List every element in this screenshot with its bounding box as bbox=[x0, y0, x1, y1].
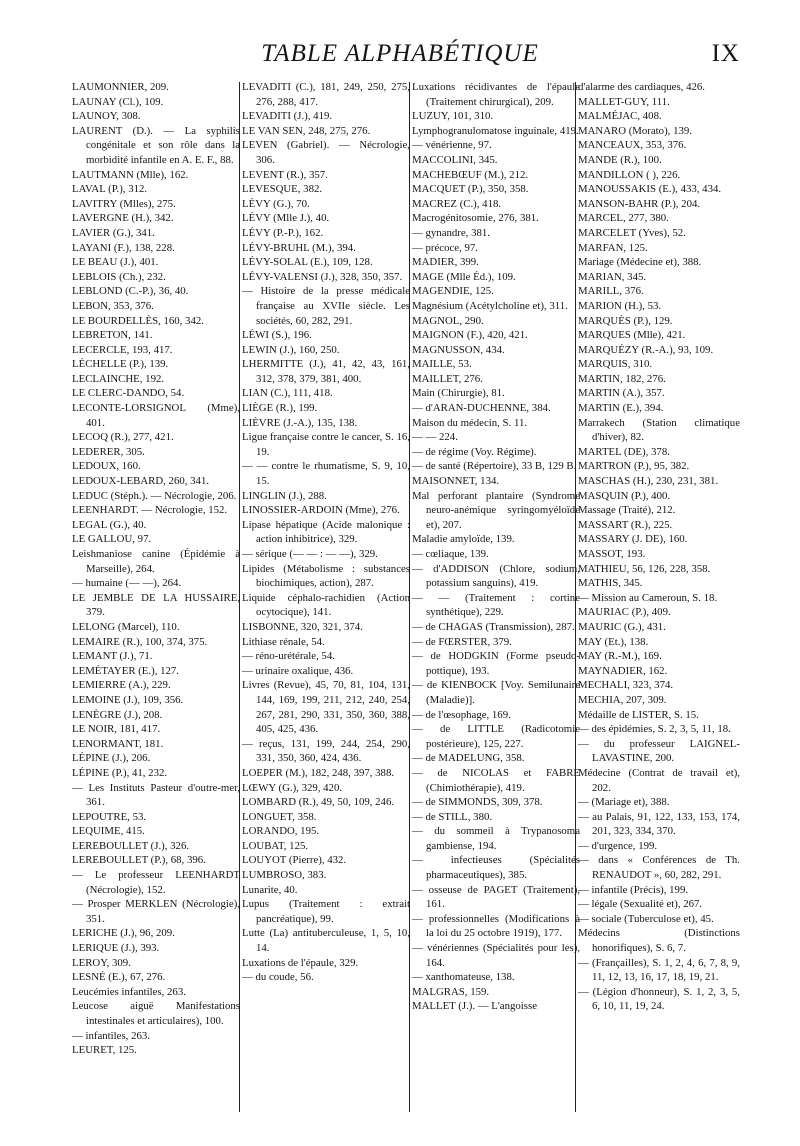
index-entry: — Mission au Cameroun, S. 18. bbox=[578, 591, 718, 604]
index-entry: — urinaire oxalique, 436. bbox=[242, 664, 354, 677]
index-entry: Lymphogranulomatose inguinale, 419. bbox=[412, 124, 579, 137]
index-entry: — du coude, 56. bbox=[242, 971, 314, 984]
page-header bbox=[60, 40, 740, 74]
index-entry: LÉPINE (J.), 206. bbox=[72, 752, 151, 765]
index-entry: — au Palais, 91, 122, 133, 153, 174, 201, 323, 334, 370. bbox=[578, 810, 740, 838]
index-entry: — professionnelles (Modifications à la loi du 25 octobre 1919), 177. bbox=[412, 912, 580, 940]
column-divider bbox=[575, 82, 576, 1112]
index-entry: LÉCHELLE (P.), 139. bbox=[72, 358, 169, 371]
index-entry: LAUTMANN (Mlle), 162. bbox=[72, 168, 189, 181]
index-entry: LEDOUX, 160. bbox=[72, 460, 141, 473]
index-entry: — — contre le rhumatisme, S. 9, 10, 15. bbox=[242, 460, 410, 488]
index-entry: LEVESQUE, 382. bbox=[242, 183, 323, 196]
index-entry: — dans « Conférences de Th. RENAUDOT », 60, 282, 291. bbox=[578, 854, 740, 882]
index-entry: MARCEL, 277, 380. bbox=[578, 212, 669, 225]
index-entry: MASCHAS (H.), 230, 231, 381. bbox=[578, 475, 719, 488]
index-entry: LAVITRY (Mlles), 275. bbox=[72, 197, 176, 210]
index-entry: — de SIMMONDS, 309, 378. bbox=[412, 796, 543, 809]
index-entry: LÉVY-VALENSI (J.), 328, 350, 357. bbox=[242, 270, 403, 283]
index-entry: — de STILL, 380. bbox=[412, 810, 493, 823]
index-entry: MALLET (J.). — L'angoisse bbox=[412, 1000, 537, 1013]
index-entry: MANDE (R.), 100. bbox=[578, 153, 662, 166]
index-entry: Massage (Traité), 212. bbox=[578, 504, 676, 517]
index-entry: MAILLE, 53. bbox=[412, 358, 472, 371]
index-entry: — d'urgence, 199. bbox=[578, 839, 658, 852]
index-entry: MACQUET (P.), 350, 358. bbox=[412, 183, 529, 196]
index-entry: MATHIS, 345. bbox=[578, 577, 643, 590]
index-entry: LEPOUTRE, 53. bbox=[72, 810, 147, 823]
index-entry: — de l'œsophage, 169. bbox=[412, 708, 511, 721]
index-entry: LOUYOT (Pierre), 432. bbox=[242, 854, 347, 867]
index-entry: MALLET-GUY, 111. bbox=[578, 95, 670, 108]
index-entry: MATHIEU, 56, 126, 228, 358. bbox=[578, 562, 711, 575]
index-entry: MASSART (R.), 225. bbox=[578, 518, 673, 531]
index-entry: LEMANT (J.), 71. bbox=[72, 650, 153, 663]
index-entry: Médecins (Distinctions honorifiques), S. 6, 7. bbox=[578, 927, 740, 955]
index-entry: LEREBOULLET (P.), 68, 396. bbox=[72, 854, 206, 867]
index-entry: — de LITTLE (Radicotomie postérieure), 125, 227. bbox=[412, 723, 580, 750]
index-entry: — infectieuses (Spécialités pharmaceutiques), 385. bbox=[412, 854, 580, 882]
index-entry: LIÈGE (R.), 199. bbox=[242, 402, 318, 415]
column-divider bbox=[409, 82, 410, 1112]
index-entry: LÉVY (G.), 70. bbox=[242, 197, 310, 210]
index-entry: LE CLERC-DANDO, 54. bbox=[72, 387, 185, 400]
index-column-3 bbox=[412, 80, 580, 1014]
index-entry: Lutte (La) antituberculeuse, 1, 5, 10, 14. bbox=[242, 927, 410, 955]
index-entry: LEMOINE (J.), 109, 356. bbox=[72, 693, 184, 706]
index-entry: d'alarme des cardiaques, 426. bbox=[578, 81, 705, 93]
index-entry: LORANDO, 195. bbox=[242, 825, 320, 838]
index-entry: MAGE (Mlle Éd.), 109. bbox=[412, 270, 516, 283]
index-entry: MAURIC (G.), 431. bbox=[578, 620, 666, 633]
index-entry: MACCOLINI, 345. bbox=[412, 153, 498, 166]
index-entry: LE BEAU (J.), 401. bbox=[72, 256, 159, 269]
index-entry: Liquide céphalo-rachidien (Action ocytocique), 141. bbox=[242, 591, 410, 619]
index-entry: — sérique (— — : — —), 329. bbox=[242, 548, 378, 560]
index-entry: LÉPINE (P.), 41, 232. bbox=[72, 766, 168, 779]
index-entry: — précoce, 97. bbox=[412, 241, 478, 254]
index-entry: LÉVY-SOLAL (E.), 109, 128. bbox=[242, 256, 373, 269]
index-entry: LISBONNE, 320, 321, 374. bbox=[242, 620, 363, 633]
index-entry: MAIGNON (F.), 420, 421. bbox=[412, 329, 528, 342]
index-entry: Ligue française contre le cancer, S. 16, 19. bbox=[242, 431, 410, 458]
index-entry: MALGRAS, 159. bbox=[412, 985, 490, 998]
index-entry: Macrogénitosomie, 276, 381. bbox=[412, 212, 539, 225]
index-entry: LIAN (C.), 111, 418. bbox=[242, 387, 333, 400]
index-entry: — infantiles, 263. bbox=[72, 1029, 150, 1042]
index-entry: LEGAL (G.), 40. bbox=[72, 518, 147, 531]
index-entry: LHERMITTE (J.), 41, 42, 43, 161, 312, 378, 379, 381, 400. bbox=[242, 358, 410, 385]
index-entry: LERICHE (J.), 96, 209. bbox=[72, 927, 175, 940]
index-entry: LE GALLOU, 97. bbox=[72, 533, 152, 546]
index-entry: — de NICOLAS et FABRE (Chimiothérapie), 419. bbox=[412, 766, 580, 794]
index-entry: Lipase hépatique (Acide malonique : action inhibitrice), 329. bbox=[242, 518, 410, 546]
index-entry: LIÈVRE (J.-A.), 135, 138. bbox=[242, 416, 358, 429]
index-entry: Livres (Revue), 45, 70, 81, 104, 131, 144, 169, 199, 211, 212, 240, 254, 267, 281, 290, 331, 350, 360, 388, 405, 425, 436. bbox=[242, 679, 410, 736]
index-entry: LEQUIME, 415. bbox=[72, 825, 145, 838]
index-entry: LENÈGRE (J.), 208. bbox=[72, 708, 163, 721]
index-entry: Lupus (Traitement : extrait pancréatique), 99. bbox=[242, 898, 410, 925]
index-entry: MAY (Et.), 138. bbox=[578, 635, 649, 648]
index-entry: — xanthomateuse, 138. bbox=[412, 971, 515, 984]
index-entry: MAURIAC (P.), 409. bbox=[578, 606, 671, 619]
index-entry: MARION (H.), 53. bbox=[578, 299, 662, 312]
index-entry: Leucose aiguë Manifestations intestinales et articulaires), 100. bbox=[72, 1000, 240, 1027]
index-entry: LAUNAY (Cl.), 109. bbox=[72, 95, 164, 108]
index-entry: — — 224. bbox=[412, 431, 458, 444]
index-entry: LEROY, 309. bbox=[72, 956, 131, 969]
index-entry: — de FŒRSTER, 379. bbox=[412, 635, 512, 648]
index-entry: — légale (Sexualité et), 267. bbox=[578, 898, 703, 911]
index-entry: MANOUSSAKIS (E.), 433, 434. bbox=[578, 183, 722, 196]
index-entry: Mariage (Médecine et), 388. bbox=[578, 256, 702, 269]
index-entry: LÉVY-BRUHL (M.), 394. bbox=[242, 241, 356, 254]
index-entry: LEVADITI (J.), 419. bbox=[242, 110, 333, 123]
index-entry: MARTIN (A.), 357. bbox=[578, 387, 665, 400]
index-entry: — du professeur LAIGNEL-LAVASTINE, 200. bbox=[578, 737, 740, 765]
index-entry: MECHALI, 323, 374. bbox=[578, 679, 674, 692]
index-entry: LOEPER (M.), 182, 248, 397, 388. bbox=[242, 766, 395, 779]
index-entry: LE BOURDELLÈS, 160, 342. bbox=[72, 314, 204, 327]
index-entry: LAYANI (F.), 138, 228. bbox=[72, 241, 175, 254]
index-entry: LEDUC (Stéph.). — Nécrologie, 206. bbox=[72, 489, 237, 502]
index-entry: MALMÉJAC, 408. bbox=[578, 110, 662, 123]
index-entry: — de santé (Répertoire), 33 B, 129 B. bbox=[412, 460, 577, 473]
index-entry: LEBLOIS (Ch.), 232. bbox=[72, 270, 166, 283]
index-entry: MARILL, 376. bbox=[578, 285, 644, 298]
index-entry: LAUMONNIER, 209. bbox=[72, 81, 169, 93]
index-entry: LEURET, 125. bbox=[72, 1044, 137, 1057]
index-entry: MAISONNET, 134. bbox=[412, 475, 500, 488]
index-entry: MARCELET (Yves), 52. bbox=[578, 226, 686, 239]
index-entry: LEENHARDT. — Nécrologie, 152. bbox=[72, 504, 228, 517]
index-entry: LECLAINCHE, 192. bbox=[72, 372, 165, 385]
index-entry: LEBLOND (C.-P.), 36, 40. bbox=[72, 285, 189, 298]
index-entry: LECERCLE, 193, 417. bbox=[72, 343, 173, 356]
index-entry: LELONG (Marcel), 110. bbox=[72, 620, 180, 633]
index-entry: LE JEMBLE DE LA HUSSAIRE, 379. bbox=[72, 591, 240, 619]
index-entry: LEDERER, 305. bbox=[72, 445, 145, 458]
index-entry: LE NOIR, 181, 417. bbox=[72, 723, 161, 736]
index-entry: MAY (R.-M.), 169. bbox=[578, 650, 662, 663]
index-entry: MECHIA, 207, 309. bbox=[578, 693, 667, 706]
index-entry: — (Mariage et), 388. bbox=[578, 796, 670, 809]
index-entry: LEVENT (R.), 357. bbox=[242, 168, 328, 181]
index-entry: LŒWY (G.), 329, 420. bbox=[242, 781, 343, 794]
index-entry: Médaille de LISTER, S. 15. bbox=[578, 708, 699, 721]
index-entry: MARQUIS, 310. bbox=[578, 358, 653, 371]
index-entry: LEBRETON, 141. bbox=[72, 329, 153, 342]
index-entry: MAGENDIE, 125. bbox=[412, 285, 494, 298]
index-entry: LAVAL (P.), 312. bbox=[72, 183, 148, 196]
index-entry: MANARO (Morato), 139. bbox=[578, 124, 692, 137]
index-entry: — Le professeur LEENHARDT (Nécrologie), 152. bbox=[72, 869, 240, 896]
index-entry: LEBON, 353, 376. bbox=[72, 299, 154, 312]
column-divider bbox=[239, 82, 240, 1112]
index-entry: MASQUIN (P.), 400. bbox=[578, 489, 671, 502]
index-entry: LINOSSIER-ARDOIN (Mme), 276. bbox=[242, 504, 400, 517]
index-entry: Médecine (Contrat de travail et), 202. bbox=[578, 766, 740, 794]
index-entry: Maison du médecin, S. 11. bbox=[412, 416, 528, 429]
index-entry: MARQUÈS (P.), 129. bbox=[578, 314, 673, 327]
index-entry: MAYNADIER, 162. bbox=[578, 664, 668, 677]
index-entry: LEREBOULLET (J.), 326. bbox=[72, 839, 190, 852]
index-entry: — des épidémies, S. 2, 3, 5, 11, 18. bbox=[578, 723, 731, 736]
index-columns bbox=[72, 80, 740, 1120]
page-title: TABLE ALPHABÉTIQUE bbox=[261, 40, 539, 67]
index-entry: LECOQ (R.), 277, 421. bbox=[72, 431, 174, 444]
index-entry: MARIAN, 345. bbox=[578, 270, 647, 283]
index-entry: LÉVY (Mlle J.), 40. bbox=[242, 212, 330, 225]
index-entry: LÉWI (S.), 196. bbox=[242, 329, 312, 342]
index-entry: Maladie amyloïde, 139. bbox=[412, 533, 515, 546]
index-entry: LECONTE-LORSIGNOL (Mme), 401. bbox=[72, 402, 240, 429]
index-entry: — réno-urétérale, 54. bbox=[242, 650, 335, 663]
index-entry: — de régime (Voy. Régime). bbox=[412, 445, 537, 458]
index-entry: LEMÉTAYER (E.), 127. bbox=[72, 664, 179, 677]
index-entry: LINGLIN (J.), 288. bbox=[242, 489, 327, 502]
index-entry: — vénérienne, 97. bbox=[412, 139, 492, 152]
index-entry: — — (Traitement : cortine synthétique), 229. bbox=[412, 591, 580, 619]
index-entry: Lipides (Métabolisme : substances biochimiques, action), 287. bbox=[242, 562, 410, 590]
index-entry: — osseuse de PAGET (Traitement), 161. bbox=[412, 883, 580, 911]
page-number: IX bbox=[711, 40, 740, 67]
index-entry: — cœliaque, 139. bbox=[412, 548, 489, 560]
index-entry: MARFAN, 125. bbox=[578, 241, 648, 254]
index-entry: — de CHAGAS (Transmission), 287. bbox=[412, 620, 575, 633]
index-entry: MASSOT, 193. bbox=[578, 548, 646, 560]
index-entry: LEWIN (J.), 160, 250. bbox=[242, 343, 340, 356]
index-entry: Mal perforant plantaire (Syndrome neuro-anémique syringomyéloïde et), 207. bbox=[412, 489, 580, 531]
index-entry: LAVIER (G.), 341. bbox=[72, 226, 155, 239]
index-entry: MAGNOL, 290. bbox=[412, 314, 484, 327]
index-entry: Lithiase rénale, 54. bbox=[242, 635, 325, 648]
index-entry: LEDOUX-LEBARD, 260, 341. bbox=[72, 475, 210, 488]
index-entry: — humaine (— —), 264. bbox=[72, 577, 182, 590]
index-entry: LEMAIRE (R.), 100, 374, 375. bbox=[72, 635, 208, 648]
index-entry: LUZUY, 101, 310. bbox=[412, 110, 494, 123]
index-entry: — Prosper MERKLEN (Nécrologie), 351. bbox=[72, 898, 240, 925]
index-entry: Marrakech (Station climatique d'hiver), 82. bbox=[578, 416, 740, 444]
index-entry: — gynandre, 381. bbox=[412, 226, 490, 239]
index-entry: MANSON-BAHR (P.), 204. bbox=[578, 197, 701, 210]
index-entry: MARTEL (DE), 378. bbox=[578, 445, 670, 458]
index-entry: Luxations de l'épaule, 329. bbox=[242, 956, 359, 969]
index-entry: MAILLET, 276. bbox=[412, 372, 483, 385]
index-entry: — reçus, 131, 199, 244, 254, 290, 331, 350, 360, 424, 436. bbox=[242, 737, 410, 765]
index-entry: LOMBARD (R.), 49, 50, 109, 246. bbox=[242, 796, 395, 809]
index-column-2 bbox=[242, 80, 410, 985]
index-entry: MARTRON (P.), 95, 382. bbox=[578, 460, 690, 473]
index-column-1 bbox=[72, 80, 240, 1058]
index-entry: MARTIN, 182, 276. bbox=[578, 372, 666, 385]
index-entry: — d'ADDISON (Chlore, sodium, potassium sanguins), 419. bbox=[412, 562, 580, 590]
index-entry: — de KIENBOCK [Voy. Semilunaire (Maladie)]. bbox=[412, 679, 580, 706]
index-entry: LUMBROSO, 383. bbox=[242, 869, 327, 882]
index-entry: — Histoire de la presse médicale française au XVIIe siècle. Les sociétés, 60, 282, 291. bbox=[242, 285, 410, 327]
index-entry: Leucémies infantiles, 263. bbox=[72, 985, 186, 998]
index-entry: — Les Instituts Pasteur d'outre-mer, 361. bbox=[72, 781, 240, 809]
index-entry: LERIQUE (J.), 393. bbox=[72, 942, 160, 955]
index-entry: LONGUET, 358. bbox=[242, 810, 317, 823]
index-entry: MASSARY (J. DE), 160. bbox=[578, 533, 688, 546]
index-entry: — de MADELUNG, 358. bbox=[412, 752, 525, 765]
index-entry: — (Françailles), S. 1, 2, 4, 6, 7, 8, 9, 11, 12, 13, 16, 17, 18, 19, 21. bbox=[578, 956, 740, 984]
index-entry: — de HODGKIN (Forme pseudo-pottique), 193. bbox=[412, 650, 580, 677]
index-entry: LAUNOY, 308. bbox=[72, 110, 141, 123]
index-entry: — du sommeil à Trypanosoma gambiense, 194. bbox=[412, 825, 580, 852]
index-entry: MANDILLON ( ), 226. bbox=[578, 168, 681, 181]
index-entry: LEMIERRE (A.), 229. bbox=[72, 679, 171, 692]
index-entry: Luxations récidivantes de l'épaule (Traitement chirurgical), 209. bbox=[412, 81, 580, 108]
index-entry: — sociale (Tuberculose et), 45. bbox=[578, 912, 714, 925]
index-entry: Magnésium (Acétylcholine et), 311. bbox=[412, 299, 568, 312]
index-entry: LAVERGNE (H.), 342. bbox=[72, 212, 174, 225]
index-entry: — infantile (Précis), 199. bbox=[578, 883, 689, 896]
index-entry: MANCEAUX, 353, 376. bbox=[578, 139, 687, 152]
index-entry: LOUBAT, 125. bbox=[242, 839, 309, 852]
index-entry: MARQUÉZY (R.-A.), 93, 109. bbox=[578, 343, 714, 356]
index-entry: Lunarite, 40. bbox=[242, 883, 298, 896]
index-entry: — d'ARAN-DUCHENNE, 384. bbox=[412, 402, 551, 415]
index-entry: MARTIN (E.), 394. bbox=[578, 402, 664, 415]
index-entry: MACHEBŒUF (M.), 212. bbox=[412, 168, 529, 181]
index-entry: Main (Chirurgie), 81. bbox=[412, 387, 505, 400]
index-entry: — (Légion d'honneur), S. 1, 2, 3, 5, 6, 10, 11, 19, 24. bbox=[578, 985, 740, 1013]
index-column-4 bbox=[578, 80, 740, 1014]
index-entry: MARQUES (Mlle), 421. bbox=[578, 329, 686, 342]
index-entry: LE VAN SEN, 248, 275, 276. bbox=[242, 124, 371, 137]
index-entry: MADIER, 399. bbox=[412, 256, 479, 269]
index-entry: LEVADITI (C.), 181, 249, 250, 275, 276, 288, 417. bbox=[242, 81, 410, 108]
index-entry: Leishmaniose canine (Épidémie à Marseille), 264. bbox=[72, 548, 240, 575]
index-entry: LAURENT (D.). — La syphilis congénitale et son rôle dans la morbidité infantile en A. E. F., 88. bbox=[72, 124, 240, 166]
index-entry: LENORMANT, 181. bbox=[72, 737, 164, 750]
index-entry: LEVEN (Gabriel). — Nécrologie, 306. bbox=[242, 139, 410, 166]
index-entry: MAGNUSSON, 434. bbox=[412, 343, 505, 356]
index-entry: LESNÉ (E.), 67, 276. bbox=[72, 971, 166, 984]
index-entry: LÉVY (P.-P.), 162. bbox=[242, 226, 324, 239]
index-entry: — vénériennes (Spécialités pour les), 164. bbox=[412, 942, 580, 969]
index-entry: MACREZ (C.), 418. bbox=[412, 197, 502, 210]
